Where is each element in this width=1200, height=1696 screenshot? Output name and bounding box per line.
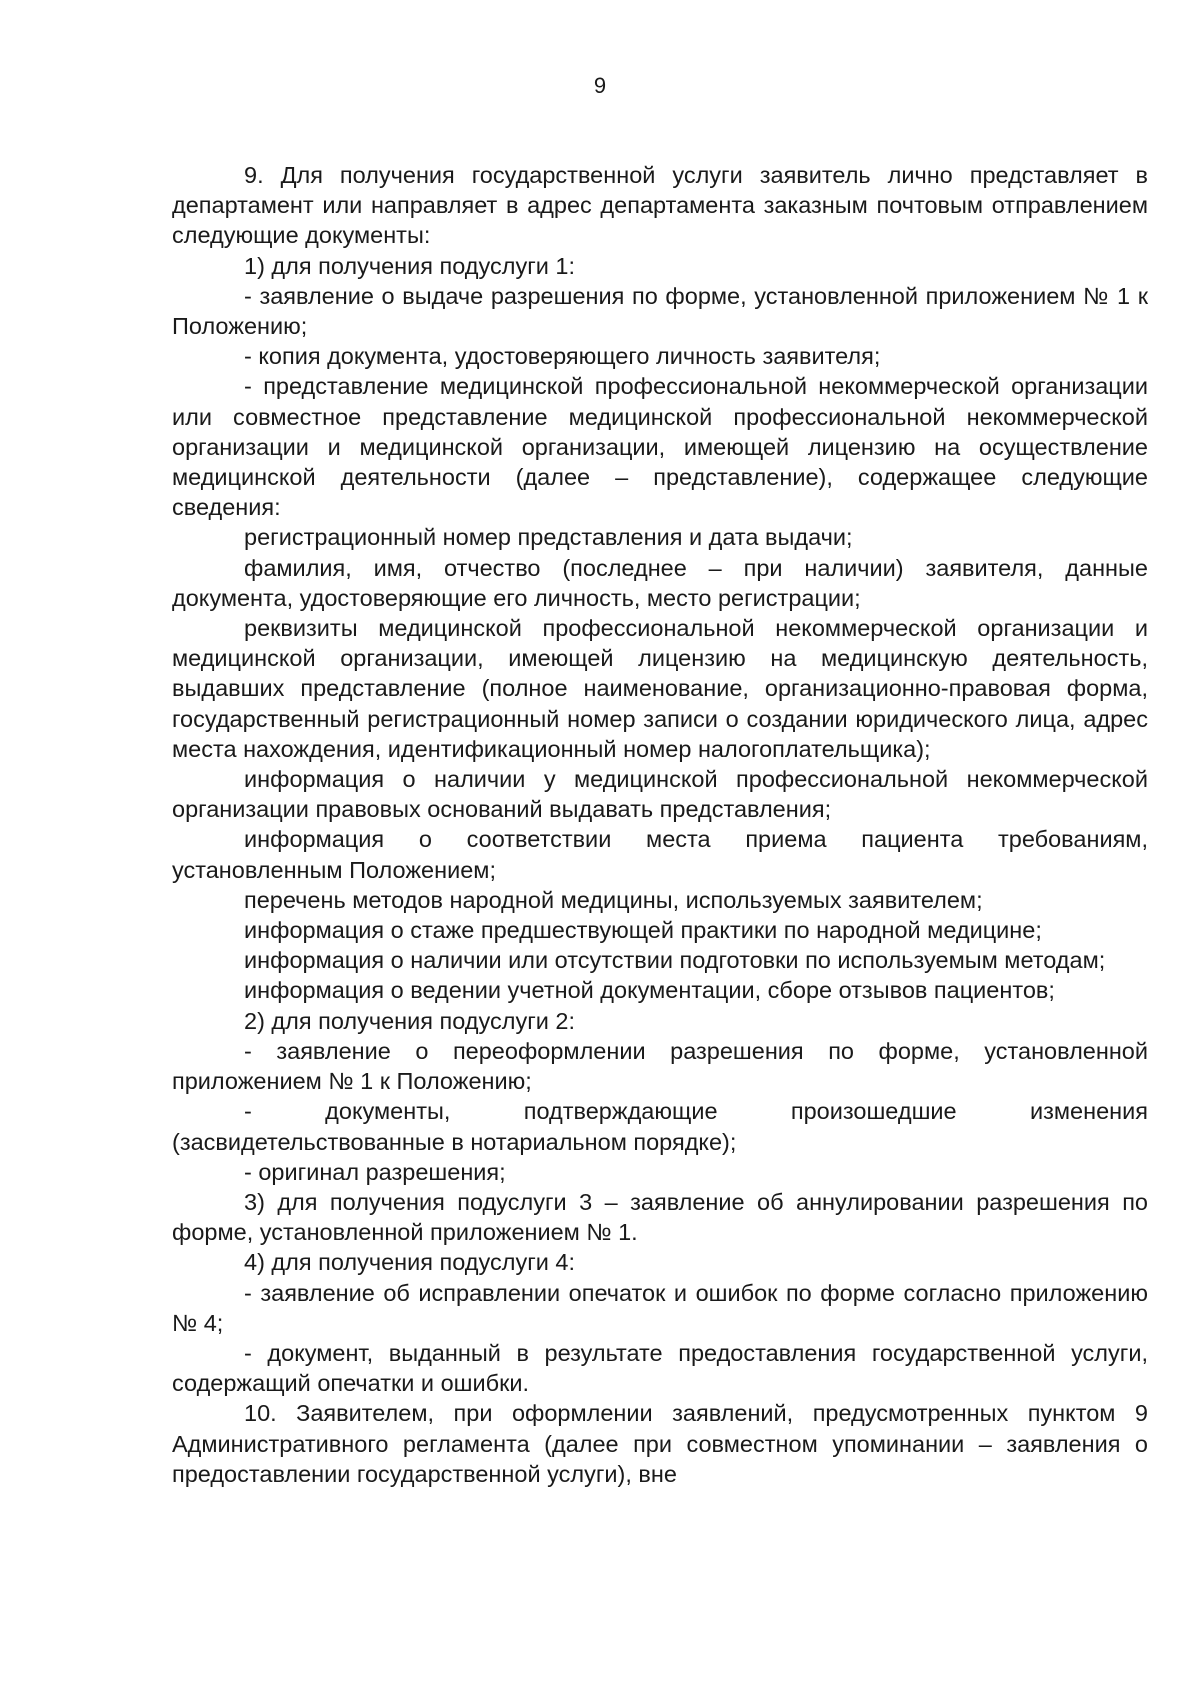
- paragraph: - оригинал разрешения;: [244, 1158, 506, 1185]
- paragraph: - заявление об исправлении опечаток и ошибок по форме согласно приложению № 4;: [172, 1279, 1148, 1336]
- paragraph: информация о наличии у медицинской профессиональной некоммерческой организации правовых оснований выдавать представления;: [172, 766, 1148, 823]
- document-body: [172, 160, 1148, 1489]
- paragraph: информация о ведении учетной документации, сборе отзывов пациентов;: [244, 977, 1055, 1004]
- paragraph: - документ, выданный в результате предоставления государственной услуги, содержащий опечатки и ошибки.: [172, 1339, 1148, 1397]
- paragraph: фамилия, имя, отчество (последнее – при наличии) заявителя, данные документа, удостоверяющие его личность, место регистрации;: [172, 554, 1148, 611]
- paragraph: 3) для получения подуслуги 3 – заявление об аннулировании разрешения по форме, установленной приложением № 1.: [172, 1188, 1148, 1246]
- paragraph: - представление медицинской профессиональной некоммерческой организации или совместное представление медицинской профессиональной некоммерческой организации и медицинской организации, имеющей лицензию на осуществление медицинской деятельности (далее – представление), содержащее следующие сведения:: [172, 373, 1148, 521]
- paragraph: 2) для получения подуслуги 2:: [244, 1007, 576, 1034]
- paragraph: информация о стаже предшествующей практики по народной медицине;: [244, 917, 1042, 944]
- paragraph: 9. Для получения государственной услуги заявитель лично представляет в департамент или направляет в адрес департамента заказным почтовым отправлением следующие документы:: [172, 162, 1148, 249]
- paragraph: регистрационный номер представления и дата выдачи;: [244, 524, 853, 551]
- paragraph: реквизиты медицинской профессиональной некоммерческой организации и медицинской организации, имеющей лицензию на медицинскую деятельность, выдавших представление (полное наименование, организационно-правовая форма, государственный регистрационный номер записи о создании юридического лица, адрес места нахождения, идентификационный номер налогоплательщика);: [172, 615, 1148, 762]
- paragraph: информация о соответствии места приема пациента требованиям, установленным Положением;: [172, 826, 1148, 883]
- paragraph: перечень методов народной медицины, используемых заявителем;: [244, 886, 983, 913]
- paragraph: - документы, подтверждающие произошедшие изменения (засвидетельствованные в нотариальном порядке);: [172, 1098, 1148, 1155]
- paragraph: - копия документа, удостоверяющего личность заявителя;: [244, 343, 881, 370]
- paragraph: 4) для получения подуслуги 4:: [244, 1249, 576, 1276]
- paragraph: - заявление о переоформлении разрешения по форме, установленной приложением № 1 к Положению;: [172, 1037, 1148, 1095]
- page-number: 9: [593, 73, 607, 98]
- paragraph: - заявление о выдаче разрешения по форме, установленной приложением № 1 к Положению;: [172, 282, 1148, 340]
- paragraph: 10. Заявителем, при оформлении заявлений, предусмотренных пунктом 9 Административного регламента (далее при совместном упоминании – заявления о предоставлении государственной услуги), вне: [172, 1400, 1148, 1487]
- paragraph: информация о наличии или отсутствии подготовки по используемым методам;: [244, 947, 1106, 974]
- paragraph: 1) для получения подуслуги 1:: [244, 252, 576, 279]
